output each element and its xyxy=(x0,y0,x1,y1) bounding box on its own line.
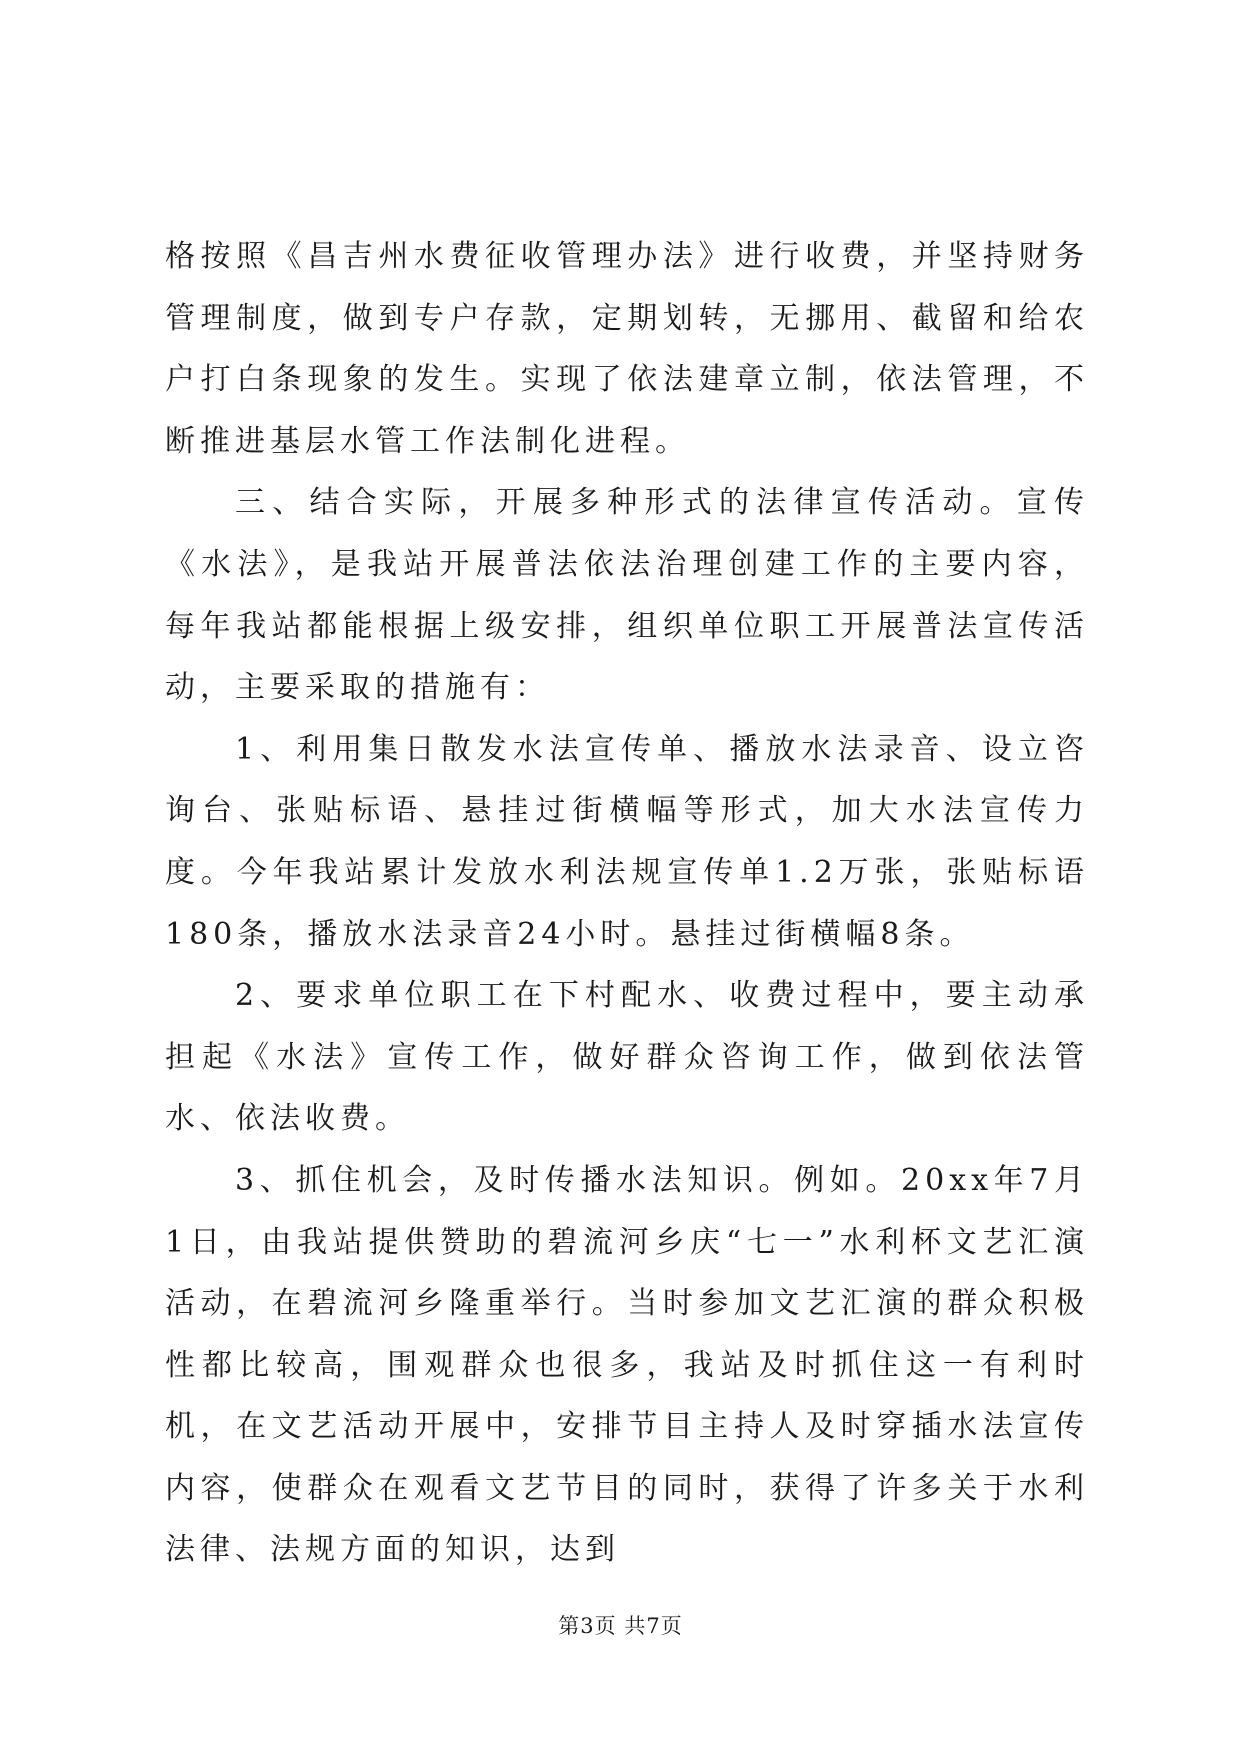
paragraph-4: 2、要求单位职工在下村配水、收费过程中，要主动承担起《水法》宣传工作，做好群众咨询工作，做到依法管水、依法收费。 xyxy=(165,978,1089,1137)
document-body xyxy=(165,226,1089,1581)
paragraph-2: 三、结合实际，开展多种形式的法律宣传活动。宣传《水法》，是我站开展普法依法治理创建工作的主要内容，每年我站都能根据上级安排，组织单位职工开展普法宣传活动，主要采取的措施有： xyxy=(165,485,1089,706)
paragraph-5: 3、抓住机会，及时传播水法知识。例如。20xx年7月1日，由我站提供赞助的碧流河乡庆“七一”水利杯文艺汇演活动，在碧流河乡隆重举行。当时参加文艺汇演的群众积极性都比较高，围观群众也很多，我站及时抓住这一有利时机，在文艺活动开展中，安排节目主持人及时穿插水法宣传内容，使群众在观看文艺节目的同时，获得了许多关于水利法律、法规方面的知识，达到 xyxy=(165,1162,1089,1568)
paragraph-3: 1、利用集日散发水法宣传单、播放水法录音、设立咨询台、张贴标语、悬挂过街横幅等形式，加大水法宣传力度。今年我站累计发放水利法规宣传单1.2万张，张贴标语180条，播放水法录音24小时。悬挂过街横幅8条。 xyxy=(165,731,1089,952)
paragraph-1: 格按照《昌吉州水费征收管理办法》进行收费，并坚持财务管理制度，做到专户存款，定期划转，无挪用、截留和给农户打白条现象的发生。实现了依法建章立制，依法管理，不断推进基层水管工作法制化进程。 xyxy=(165,239,1089,459)
page-number-footer: 第3页 共7页 xyxy=(558,1614,683,1638)
